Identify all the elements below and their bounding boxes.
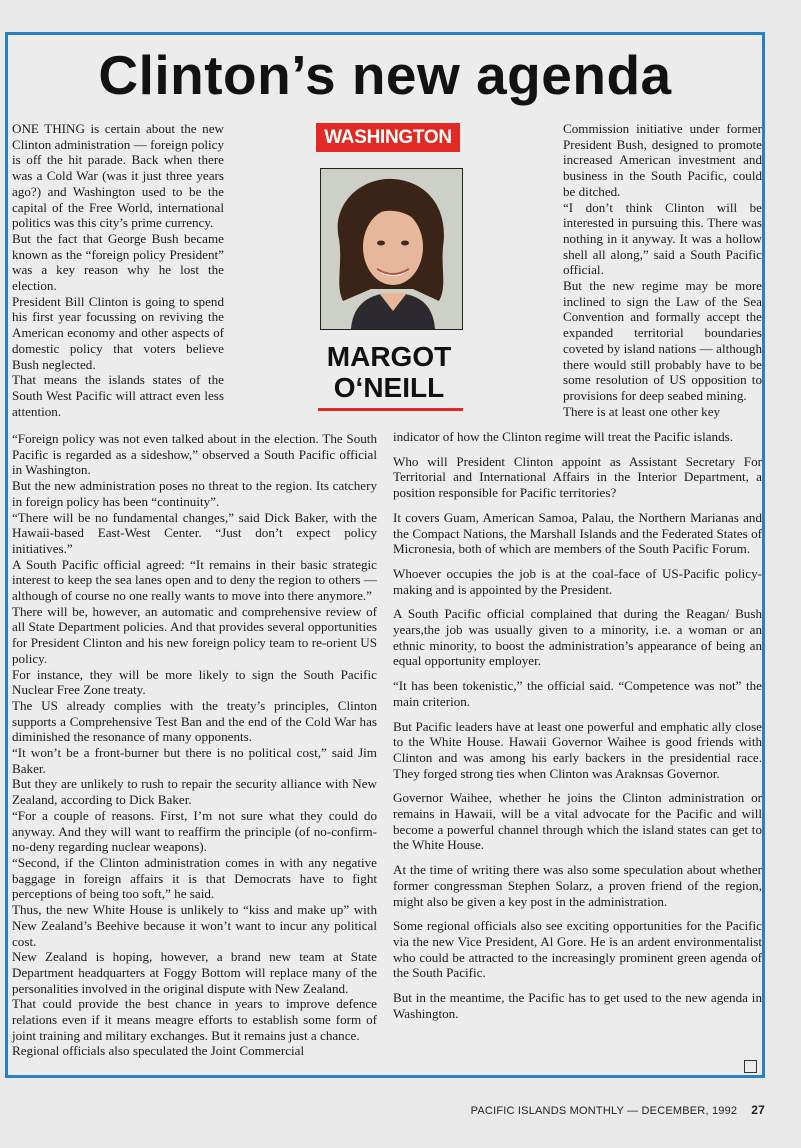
paragraph: It covers Guam, American Samoa, Palau, the Northern Marianas and the Compact Nations, the Marshall Islands and the Federated States of Micronesia, both of which are members of the South Pacific Forum.	[393, 509, 762, 557]
page-footer	[471, 1103, 765, 1117]
paragraph: Whoever occupies the job is at the coal-face of US-Pacific policy-making and is appointed by the President.	[393, 565, 762, 597]
portrait-illustration	[321, 169, 462, 329]
section-badge: WASHINGTON	[316, 123, 460, 152]
author-byline	[316, 341, 462, 403]
paragraph: A South Pacific official agreed: “It remains in their basic strategic interest to keep the sea lanes open and to deny the region to others — although of course no one really wants to move into there anymore.”	[12, 556, 377, 604]
paragraph: But the new administration poses no threat to the region. Its catchery in foreign policy has been “continuity”.	[12, 478, 377, 509]
paragraph: But they are unlikely to rush to repair the security alliance with New Zealand, according to Dick Baker.	[12, 776, 377, 808]
column-right-top	[563, 121, 762, 419]
paragraph: But Pacific leaders have at least one powerful and emphatic ally close to the White House. Hawaii Governor Waihee is good friends with Clinton and was among his early backers in the presidential race. They forged strong ties when Clinton was Araknsas Governor.	[393, 718, 762, 781]
author-first-name: MARGOT	[326, 341, 452, 372]
paragraph: Some regional officials also see exciting opportunities for the Pacific via the new Vice President, Al Gore. He is an ardent environmentalist who could be attracted to the increasingly prominent green agenda of the South Pacific.	[393, 918, 762, 981]
paragraph: The US already complies with the treaty’s principles, Clinton supports a Comprehensive Test Ban and the end of the Cold War has diminished the resonance of many opponents.	[12, 697, 377, 745]
author-photo	[320, 168, 463, 330]
paragraph: Commission initiative under former President Bush, designed to promote increased American investment and business in the South Pacific, could be ditched.	[563, 121, 762, 199]
paragraph: “There will be no fundamental changes,” said Dick Baker, with the Hawaii-based East-West Center. “Just don’t expect policy initiatives.”	[12, 509, 377, 556]
paragraph: President Bill Clinton is going to spend his first year focussing on reviving the American economy and other aspects of domestic policy that voters believe Bush neglected.	[12, 293, 224, 372]
paragraph: “Foreign policy was not even talked about in the election. The South Pacific is regarded as a sideshow,” observed a South Pacific official in Washington.	[12, 431, 377, 478]
column-left-wide	[12, 431, 377, 1059]
paragraph: There is at least one other key	[563, 403, 721, 419]
paragraph: Who will President Clinton appoint as Assistant Secretary For Territorial and International Affairs in the Interior Department, a position responsible for Pacific territories?	[393, 453, 762, 501]
end-mark-icon	[744, 1060, 757, 1073]
paragraph: For instance, they will be more likely to sign the South Pacific Nuclear Free Zone treaty.	[12, 666, 377, 698]
paragraph: Regional officials also speculated the Joint Commercial	[12, 1043, 305, 1059]
article-frame	[5, 32, 765, 1078]
paragraph: But the new regime may be more inclined to sign the Law of the Sea Convention and formally accept the expanded territorial boundaries coveted by island nations — although there would still probably have to be some resolution of US opposition to provisions for deep seabed mining.	[563, 278, 762, 403]
byline-divider	[318, 408, 463, 411]
paragraph: “For a couple of reasons. First, I’m not sure what they could do anyway. And they will want to reaffirm the principle (of no-confirm-no-deny regarding nuclear weapons).	[12, 807, 377, 855]
publication-line: PACIFIC ISLANDS MONTHLY — DECEMBER, 1992	[470, 1105, 738, 1117]
paragraph: Thus, the new White House is unlikely to “kiss and make up” with New Zealand’s Beehive because it won’t want to incur any political cost.	[12, 902, 377, 949]
paragraph: “I don’t think Clinton will be interested in pursuing this. There was nothing in it anyway. It was a hollow shell all along,” said a South Pacific official.	[563, 199, 762, 278]
paragraph: “It has been tokenistic,” the official said. “Competence was not” the main criterion.	[393, 678, 762, 709]
column-right-wide	[393, 429, 762, 1031]
paragraph: But the fact that George Bush became known as the “foreign policy President” was a key reason why he lost the election.	[12, 230, 224, 294]
paragraph: That could provide the best chance in years to improve defence relations even if it means meagre efforts to establish some form of joint training and military exchanges. But it remains just a chance.	[12, 996, 377, 1043]
paragraph: Governor Waihee, whether he joins the Clinton administration or remains in Hawaii, will be a vital advocate for the Pacific and will become a powerful channel through which the island states can get to the White House.	[393, 790, 762, 853]
paragraph: At the time of writing there was also some speculation about whether former congressman Stephen Solarz, a proven friend of the region, might also be given a key post in the administration.	[393, 862, 762, 909]
column-left-top	[12, 121, 224, 419]
author-last-name: O‘NEILL	[333, 372, 445, 403]
paragraph: That means the islands states of the South West Pacific will attract even less attention.	[12, 372, 224, 419]
headline: Clinton’s new agenda	[98, 44, 672, 106]
paragraph: New Zealand is hoping, however, a brand new team at State Department headquarters at Foggy Bottom will replace many of the personalities involved in the original dispute with New Zealand.	[12, 949, 377, 996]
page-number: 27	[751, 1103, 765, 1117]
paragraph: indicator of how the Clinton regime will treat the Pacific islands.	[393, 429, 733, 444]
paragraph: ONE THING is certain about the new Clinton administration — foreign policy is off the hit parade. Back when there was a Cold War (was it just three years ago?) and Washington used to be the capital of the Free World, international politics was this city’s prime currency.	[12, 121, 224, 231]
paragraph: “It won’t be a front-burner but there is no political cost,” said Jim Baker.	[12, 745, 377, 776]
paragraph: But in the meantime, the Pacific has to get used to the new agenda in Washington.	[393, 990, 762, 1021]
paragraph: There will be, however, an automatic and comprehensive review of all State Department policies. And that provides several opportunities for President Clinton and his new foreign policy team to re-orient US policy.	[12, 603, 377, 666]
paragraph: “Second, if the Clinton administration comes in with any negative baggage in foreign affairs it is that Democrats have to fight perceptions of being too soft,” he said.	[12, 854, 377, 902]
paragraph: A South Pacific official complained that during the Reagan/ Bush years,the job was usually given to a minority, i.e. a woman or an ethnic minority, to boost the administration’s appearance of being an equal opportunity employer.	[393, 606, 762, 669]
